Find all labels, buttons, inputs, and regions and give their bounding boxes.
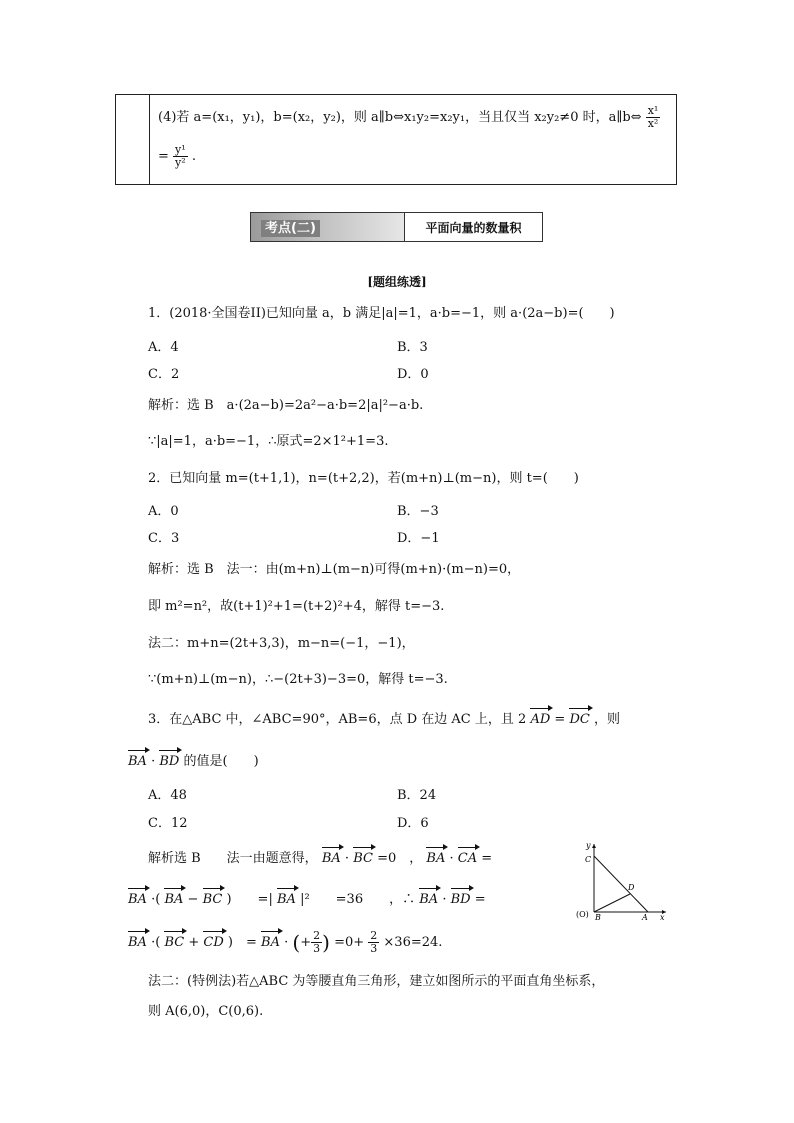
section-title: [题组练透] — [367, 275, 427, 289]
q2-option-a: A．0 — [148, 504, 179, 519]
label-c: C — [585, 855, 592, 864]
y-axis-arrow — [592, 844, 596, 848]
vector-dc: DC — [569, 712, 590, 727]
vector-ad: AD — [530, 712, 551, 727]
q1-option-b: B．3 — [397, 340, 428, 355]
q2-option-b: B．−3 — [397, 504, 439, 519]
q1-stem: 1．(2018·全国卷II)已知向量 a，b 满足|a|=1，a·b=−1，则 a·(2a−b)=( ) — [148, 306, 615, 321]
q2-stem: 2．已知向量 m=(t+1,1)，n=(t+2,2)，若(m+n)⊥(m−n)，则 t=( ) — [148, 471, 579, 486]
segment-bd — [594, 894, 630, 912]
q3-solution-line2: BA ·( BA − BC ) =| BA |² =36 ，∴ BA · BD = — [128, 892, 486, 907]
topic-title: 平面向量的数量积 — [425, 220, 522, 235]
box-left-column — [116, 95, 150, 184]
fraction-y: $\frac{\text{y¹}}{\text{y²}}$ — [175, 143, 186, 169]
q1-solution-2: ∵|a|=1，a·b=−1，∴原式=2×1²+1=3. — [148, 434, 389, 449]
q3-option-c: C．12 — [148, 816, 188, 831]
q3-stem-line2: BA · BD 的值是( ) — [128, 754, 259, 769]
label-a: A — [642, 913, 648, 920]
q2-option-d: D．−1 — [397, 531, 440, 546]
q3-solution2-line2: 则 A(6,0)，C(0,6). — [148, 1004, 264, 1019]
formula-line1: (4)若 a=(x₁，y₁)，b=(x₂，y₂)，则 a∥b⇔x₁y₂=x₂y₁，当且仅当 x₂y₂≠0 时，a∥b⇔ — [158, 110, 642, 125]
q1-option-d: D．0 — [397, 367, 429, 382]
q3-solution-line3: BA ·( BC + CD ) = BA · (+ $\frac{2}{3}$ ) =0+ $\frac{2}{3}$ ×36=24. — [128, 929, 443, 955]
q3-option-b: B．24 — [397, 788, 437, 803]
label-b: B — [595, 913, 601, 920]
q3-option-d: D．6 — [397, 816, 429, 831]
fraction-x: $\frac{\text{x¹}}{\text{x²}}$ — [647, 104, 659, 130]
segment-ca — [594, 856, 648, 912]
formula-line2: = $\frac{\text{y¹}}{\text{y²}}$ . — [158, 143, 196, 169]
label-x: x — [660, 913, 665, 920]
label-d: D — [628, 883, 635, 892]
q3-option-a: A．48 — [148, 788, 187, 803]
q1-option-a: A．4 — [148, 340, 179, 355]
q3-solution2-line1: 法二：(特例法)若△ABC 为等腰直角三角形，建立如图所示的平面直角坐标系， — [148, 974, 605, 989]
q2-solution-1: 解析：选 B 法一：由(m+n)⊥(m−n)可得(m+n)·(m−n)=0， — [148, 562, 521, 577]
label-o: (O) — [576, 910, 589, 919]
q2-solution-4: ∵(m+n)⊥(m−n)，∴−(2t+3)−3=0，解得 t=−3. — [148, 672, 448, 687]
vector-bd: BD — [159, 754, 180, 769]
q1-solution-1: 解析：选 B a·(2a−b)=2a²−a·b=2|a|²−a·b. — [148, 398, 424, 413]
q3-solution-line1: 解析选 B 法一由题意得， BA · BC =0 ， BA · CA = — [148, 851, 493, 866]
label-y: y — [586, 841, 591, 850]
topic-header — [250, 212, 543, 242]
q2-solution-2: 即 m²=n²，故(t+1)²+1=(t+2)²+4，解得 t=−3. — [148, 599, 445, 614]
vector-ba: BA — [128, 754, 147, 769]
q3-stem-line1: 3．在△ABC 中，∠ABC=90°，AB=6，点 D 在边 AC 上，且 2 AD = DC ，则 — [148, 712, 620, 727]
formula-content — [158, 105, 666, 169]
q1-option-c: C．2 — [148, 367, 180, 382]
q2-option-c: C．3 — [148, 531, 180, 546]
formula-box — [115, 94, 677, 185]
q2-solution-3: 法二：m+n=(2t+3,3)，m−n=(−1，−1)， — [148, 636, 415, 651]
topic-label: 考点(二) — [251, 213, 405, 241]
coordinate-figure — [568, 840, 668, 920]
